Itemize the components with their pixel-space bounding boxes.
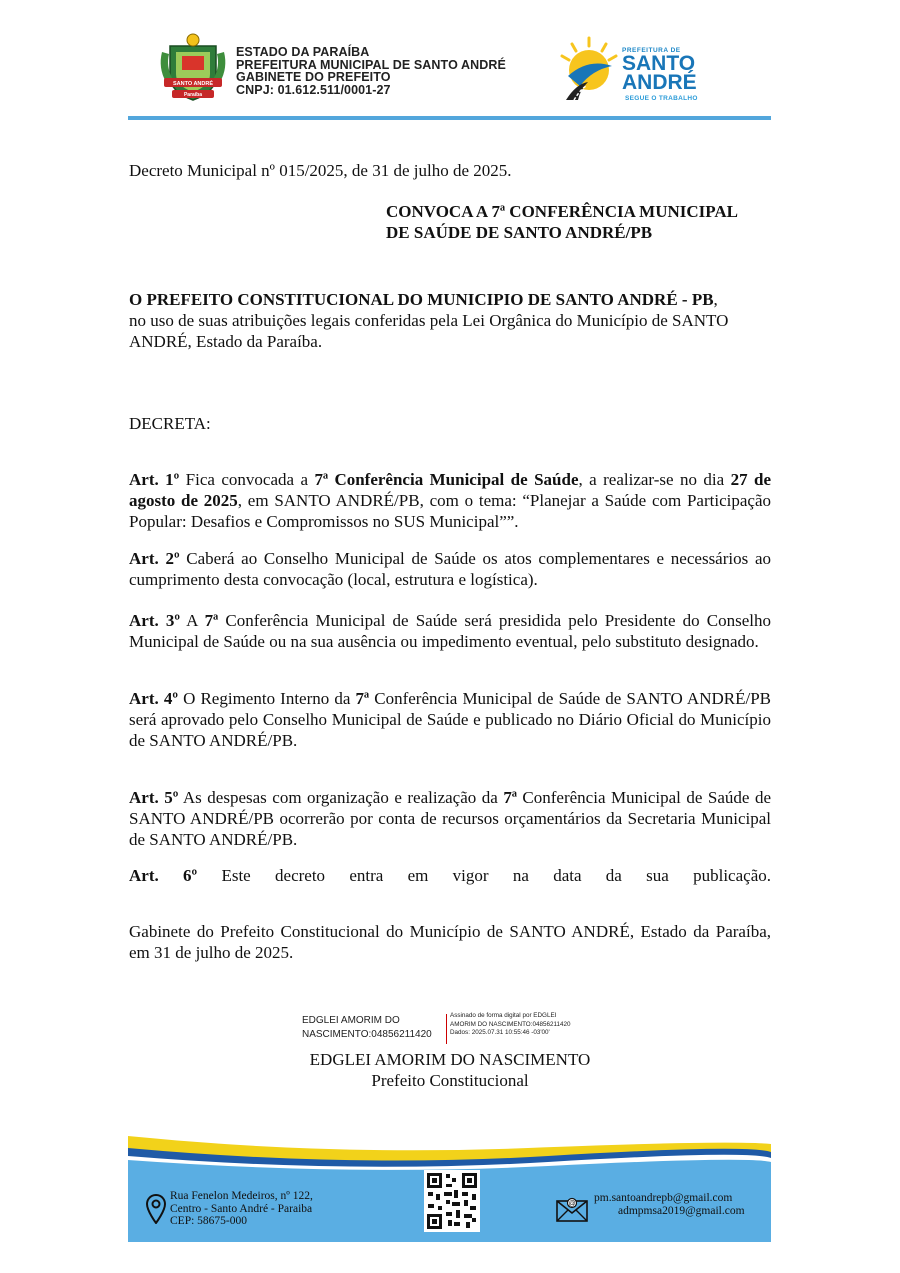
- header-divider: [128, 116, 771, 120]
- municipal-crest-icon: [156, 28, 230, 106]
- article-4: Art. 4º O Regimento Interno da 7ª Conferência Municipal de Saúde de SANTO ANDRÉ/PB será aprovado pelo Conselho Municipal de Saúde e publicado no Diário Oficial do Município de SANTO ANDRÉ/PB.: [129, 689, 772, 750]
- sun-road-icon: [558, 36, 620, 102]
- svg-text:@: @: [568, 1200, 576, 1208]
- footer-emails: [594, 1192, 745, 1217]
- digital-signature: [302, 1012, 632, 1052]
- decree-ementa: [386, 201, 786, 243]
- preamble: O PREFEITO CONSTITUCIONAL DO MUNICIPIO DE SANTO ANDRÉ - PB, no uso de suas atribuições legais conferidas pela Lei Orgânica do Município de SANTO ANDRÉ, Estado da Paraíba.: [129, 289, 771, 352]
- crest-ribbon-top: SANTO ANDRÉ: [172, 81, 214, 87]
- email-envelope-icon: [556, 1196, 588, 1222]
- qr-code-icon: [424, 1170, 480, 1232]
- article-1: Art. 1º Fica convocada a 7ª Conferência Municipal de Saúde, a realizar-se no dia 27 de agosto de 2025, em SANTO ANDRÉ/PB, com o tema: “Planejar a Saúde com Participação Popular: Desafios e Compromissos no SUS Municipal””.: [129, 470, 772, 531]
- signature-divider: [446, 1014, 447, 1044]
- logo-andre: ANDRÉ: [622, 71, 697, 94]
- signature-signer: EDGLEI AMORIM DO NASCIMENTO:04856211420: [302, 1015, 432, 1040]
- article-5: Art. 5º As despesas com organização e realização da 7ª Conferência Municipal de Saúde de SANTO ANDRÉ/PB ocorrerão por conta de recursos orçamentários da Secretaria Municipal de SANTO ANDRÉ/PB.: [129, 788, 771, 849]
- ementa-line-1: CONVOCA A 7ª CONFERÊNCIA MUNICIPAL: [386, 202, 739, 221]
- article-4-label: Art. 4º: [129, 689, 178, 708]
- logo-slogan: SEGUE O TRABALHO: [625, 95, 698, 102]
- signatory: [260, 1049, 640, 1091]
- logo-small-text: PREFEITURA DE: [622, 47, 681, 54]
- preamble-authority: O PREFEITO CONSTITUCIONAL DO MUNICIPIO DE SANTO ANDRÉ - PB: [129, 290, 714, 309]
- decree-reference: Decreto Municipal nº 015/2025, de 31 de julho de 2025.: [129, 161, 512, 180]
- location-pin-icon: [146, 1194, 166, 1224]
- decreta-heading: DECRETA:: [129, 414, 211, 433]
- article-3: Art. 3º A 7ª Conferência Municipal de Saúde será presidida pelo Presidente do Conselho Municipal de Saúde ou na sua ausência ou impedimento eventual, pelo substituto designado.: [129, 611, 771, 651]
- letterhead-cnpj: CNPJ: 01.612.511/0001-27: [236, 82, 391, 97]
- letterhead-prefecture: PREFEITURA MUNICIPAL DE SANTO ANDRÉ: [236, 57, 506, 72]
- ementa-line-2: DE SAÚDE DE SANTO ANDRÉ/PB: [386, 223, 653, 242]
- letterhead: [128, 24, 771, 124]
- signatory-name: EDGLEI AMORIM DO NASCIMENTO: [309, 1050, 591, 1069]
- article-1-label: Art. 1º: [129, 470, 180, 489]
- footer-email-1[interactable]: pm.santoandrepb@gmail.com: [594, 1192, 733, 1204]
- letterhead-state: ESTADO DA PARAÍBA: [236, 45, 370, 59]
- letterhead-text: [236, 46, 506, 96]
- article-2: Art. 2º Caberá ao Conselho Municipal de Saúde os atos complementares e necessários ao cumprimento desta convocação (local, estrutura e logística).: [129, 549, 771, 589]
- article-3-label: Art. 3º: [129, 611, 180, 630]
- signature-details: Assinado de forma digital por EDGLEI AMORIM DO NASCIMENTO:04856211420 Dados: 2025.07.31 10:55:46 -03'00': [450, 1012, 571, 1037]
- footer-email-2[interactable]: admpmsa2019@gmail.com: [618, 1204, 745, 1217]
- prefecture-logo: [558, 32, 728, 102]
- article-6-label: Art. 6º: [129, 866, 198, 885]
- preamble-line-2: ANDRÉ, Estado da Paraíba.: [129, 332, 323, 351]
- preamble-line-1: no uso de suas atribuições legais conferidas pela Lei Orgânica do Município de SANTO: [129, 311, 729, 330]
- article-5-label: Art. 5º: [129, 788, 179, 807]
- closing-statement: Gabinete do Prefeito Constitucional do Município de SANTO ANDRÉ, Estado da Paraíba, em 31 de julho de 2025.: [129, 922, 771, 962]
- letterhead-office: GABINETE DO PREFEITO: [236, 70, 391, 84]
- crest-ribbon-bottom: Paraíba: [183, 92, 203, 98]
- footer-band: [128, 1130, 771, 1242]
- article-2-label: Art. 2º: [129, 549, 180, 568]
- article-6: Art. 6º Este decreto entra em vigor na data da sua publicação.: [129, 866, 771, 885]
- signatory-role: Prefeito Constitucional: [371, 1071, 529, 1090]
- logo-santo: SANTO: [622, 52, 696, 75]
- footer-address: Rua Fenelon Medeiros, nº 122, Centro - Santo André - Paraiba CEP: 58675-000: [170, 1190, 313, 1227]
